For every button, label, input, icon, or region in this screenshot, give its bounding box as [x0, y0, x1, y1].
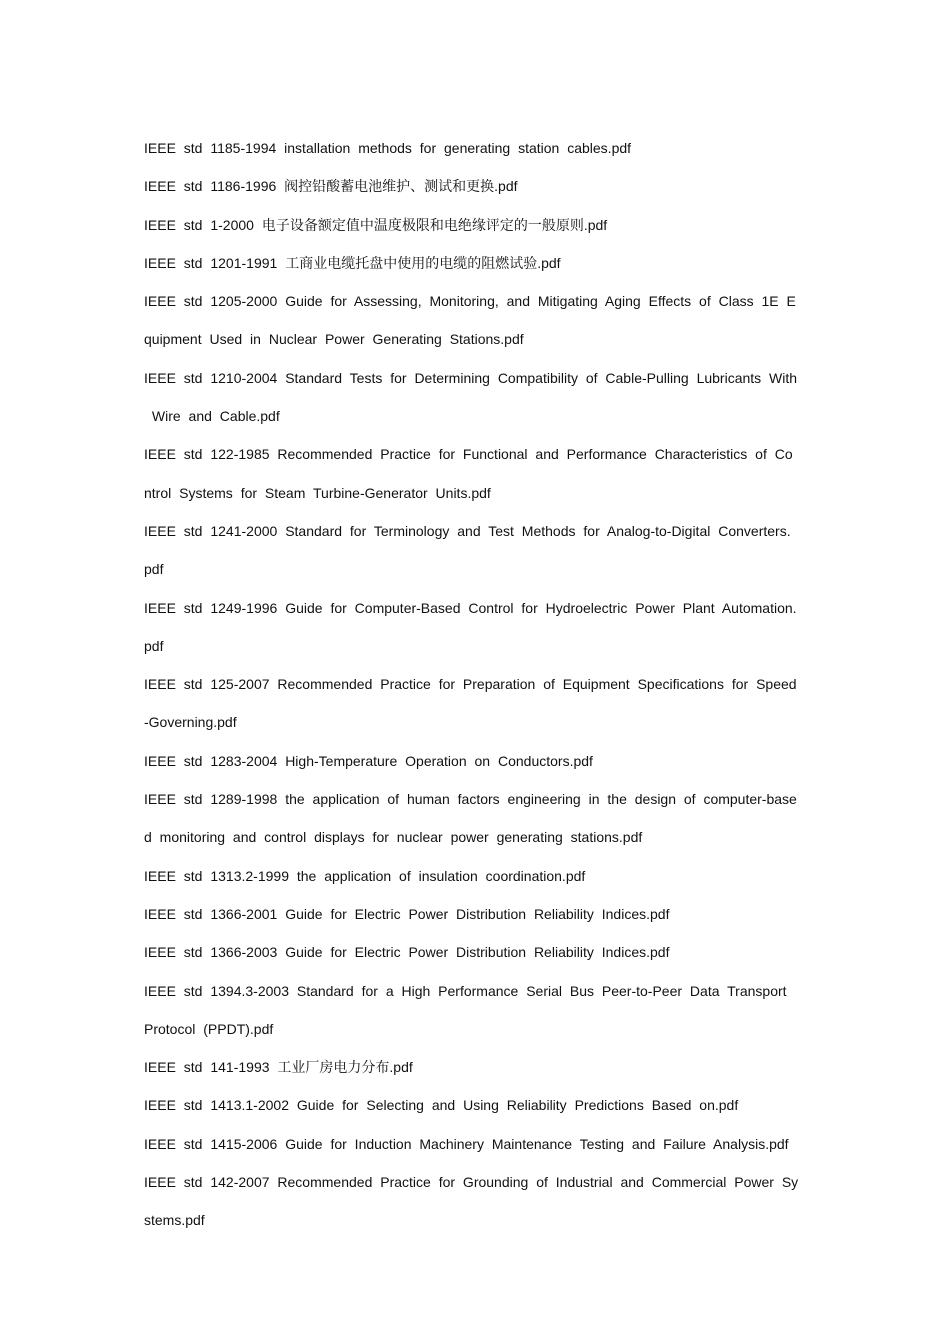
list-line: IEEE std 1241-2000 Standard for Terminology and Test Methods for Analog-to-Digital Converters. [144, 522, 791, 539]
list-line: IEEE std 1205-2000 Guide for Assessing, Monitoring, and Mitigating Aging Effects of Class 1E E [144, 293, 796, 310]
list-line: IEEE std 125-2007 Recommended Practice for Preparation of Equipment Specifications for Speed [144, 676, 797, 693]
list-line: IEEE std 1415-2006 Guide for Induction Machinery Maintenance Testing and Failure Analysis.pdf [144, 1135, 789, 1152]
list-line: IEEE std 1185-1994 installation methods for generating station cables.pdf [144, 140, 632, 156]
list-line: pdf [144, 561, 164, 578]
list-line: quipment Used in Nuclear Power Generating Stations.pdf [144, 331, 524, 348]
list-line: IEEE std 1249-1996 Guide for Computer-Based Control for Hydroelectric Power Plant Automation. [144, 599, 797, 616]
list-line: ntrol Systems for Steam Turbine-Generator Units.pdf [144, 484, 491, 501]
list-line: IEEE std 1186-1996 阀控铅酸蓄电池维护、测试和更换.pdf [144, 178, 518, 196]
list-line: Wire and Cable.pdf [144, 408, 280, 425]
list-line: Protocol (PPDT).pdf [144, 1020, 274, 1037]
list-line: -Governing.pdf [144, 714, 237, 731]
list-line: IEEE std 1394.3-2003 Standard for a High Performance Serial Bus Peer-to-Peer Data Transport [144, 982, 787, 999]
list-line: pdf [144, 637, 164, 654]
list-line: IEEE std 1289-1998 the application of human factors engineering in the design of computer-base [144, 791, 797, 808]
list-line: IEEE std 1313.2-1999 the application of insulation coordination.pdf [144, 867, 586, 884]
list-line: IEEE std 1283-2004 High-Temperature Operation on Conductors.pdf [144, 752, 593, 769]
list-line: IEEE std 1-2000 电子设备额定值中温度极限和电绝缘评定的一般原则.pdf [144, 216, 608, 234]
list-line: d monitoring and control displays for nuclear power generating stations.pdf [144, 829, 643, 846]
list-line: IEEE std 142-2007 Recommended Practice for Grounding of Industrial and Commercial Power Sy [144, 1174, 799, 1191]
list-line: IEEE std 1366-2001 Guide for Electric Power Distribution Reliability Indices.pdf [144, 905, 670, 922]
list-line: IEEE std 1366-2003 Guide for Electric Power Distribution Reliability Indices.pdf [144, 944, 670, 961]
list-line: IEEE std 141-1993 工业厂房电力分布.pdf [144, 1059, 413, 1077]
list-line: IEEE std 1201-1991 工商业电缆托盘中使用的电缆的阻燃试验.pdf [144, 254, 561, 272]
list-line: IEEE std 1413.1-2002 Guide for Selecting and Using Reliability Predictions Based on.pdf [144, 1097, 739, 1114]
list-line: IEEE std 122-1985 Recommended Practice for Functional and Performance Characteristics of Co [144, 446, 793, 463]
file-list [144, 137, 806, 1248]
list-line: stems.pdf [144, 1212, 205, 1229]
list-line: IEEE std 1210-2004 Standard Tests for Determining Compatibility of Cable-Pulling Lubricants With [144, 369, 798, 386]
